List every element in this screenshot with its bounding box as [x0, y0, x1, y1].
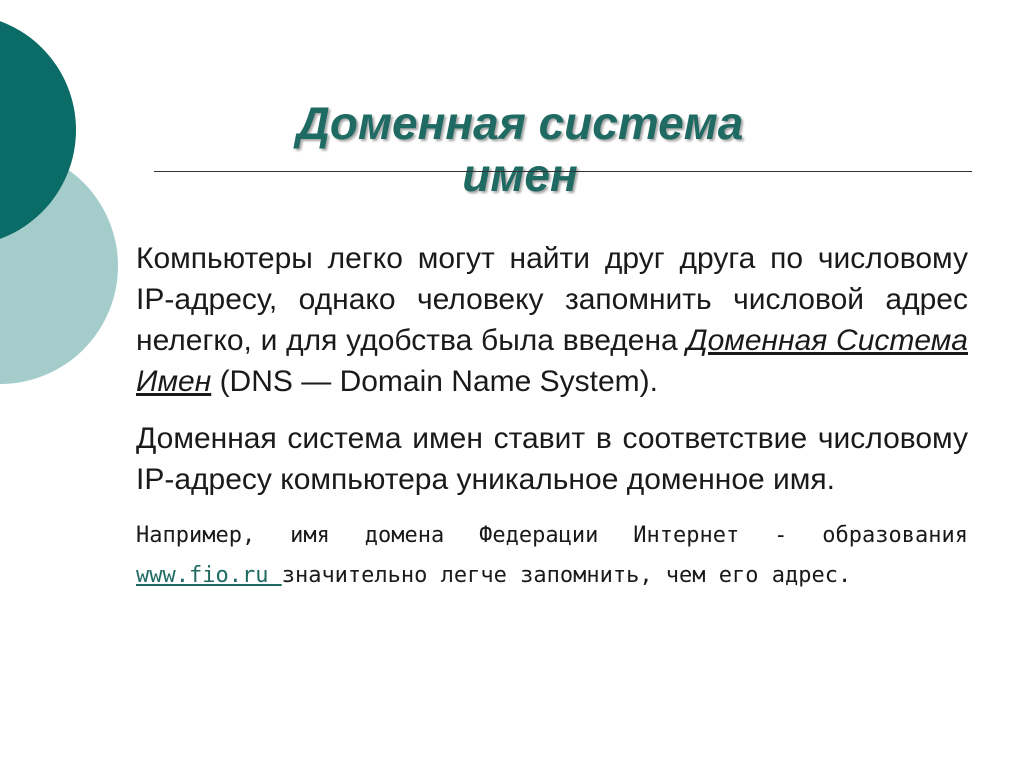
paragraph-dns-intro: [136, 238, 968, 402]
paragraph-dns-mapping: Доменная система имен ставит в соответствие числовому IP-адресу компьютера уникальное доменное имя.: [136, 422, 968, 496]
dns-term-link[interactable]: Доменная Система Имен: [136, 324, 968, 398]
paragraph-dns-intro-text: Компьютеры легко могут найти друг друга по числовому IP-адресу, однако человеку запомнить числовой адрес нелегко, и для удобства была введена: [136, 242, 968, 357]
title-divider: [154, 171, 972, 172]
example-text: Например, имя домена Федерации Интернет - образования: [136, 523, 968, 548]
slide-body: [136, 238, 968, 596]
slide-title: [220, 97, 820, 201]
fio-link[interactable]: www.fio.ru: [136, 563, 282, 588]
slide-title-line-1: Доменная система: [296, 96, 744, 149]
slide-title-line-2: имен: [462, 148, 578, 201]
example-tail: значительно легче запомнить, чем его адрес.: [281, 563, 852, 588]
paragraph-example: [136, 516, 968, 596]
paragraph-dns-intro-tail: (DNS — Domain Name System).: [211, 365, 658, 398]
